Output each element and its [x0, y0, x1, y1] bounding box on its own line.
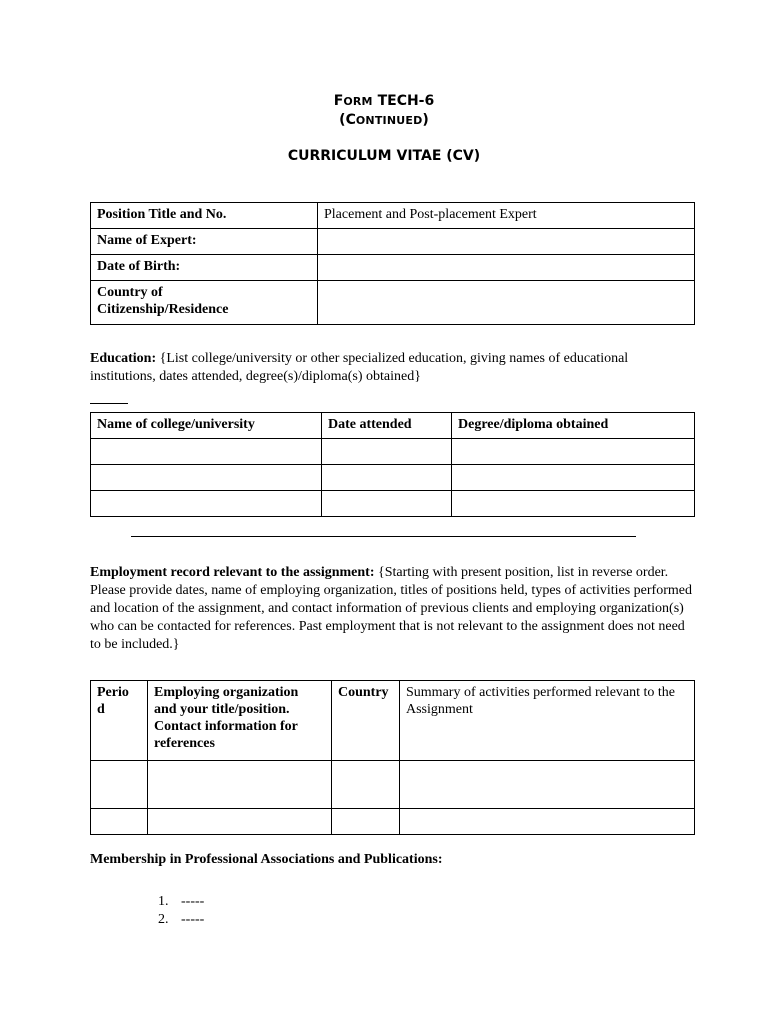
expert-name-label: Name of Expert:	[91, 229, 318, 255]
table-cell	[91, 761, 148, 809]
table-cell	[91, 439, 322, 465]
education-text: {List college/university or other specialized education, giving names of educational institutions, dates attended, degree(s)/diploma(s) obtained}	[90, 351, 629, 384]
employment-instructions	[90, 564, 695, 654]
table-cell	[148, 809, 332, 835]
table-cell	[452, 465, 695, 491]
table-header-row	[91, 681, 695, 761]
country-value	[318, 281, 695, 325]
education-table	[90, 412, 695, 517]
education-instructions	[90, 350, 695, 386]
table-cell	[322, 439, 452, 465]
continued-open: (C	[339, 112, 356, 128]
position-title-label: Position Title and No.	[91, 203, 318, 229]
list-number: 2.	[158, 912, 169, 927]
country-header: Country	[332, 681, 400, 761]
date-of-birth-value	[318, 255, 695, 281]
section-divider	[131, 536, 636, 537]
form-title-rest: ORM	[343, 95, 373, 108]
table-row	[91, 255, 695, 281]
table-cell	[322, 465, 452, 491]
form-code: TECH-6	[377, 93, 435, 109]
list-number: 1.	[158, 894, 169, 909]
period-header: Perio d	[91, 681, 148, 761]
college-header: Name of college/university	[91, 413, 322, 439]
table-row	[91, 761, 695, 809]
table-row	[91, 491, 695, 517]
form-title	[0, 92, 768, 111]
list-text: -----	[181, 912, 205, 927]
country-label-line1: Country of	[97, 285, 163, 300]
education-label: Education:	[90, 351, 157, 366]
table-row	[91, 465, 695, 491]
membership-title: Membership in Professional Associations and Publications:	[90, 852, 443, 867]
table-cell	[452, 491, 695, 517]
table-cell	[452, 439, 695, 465]
table-cell	[322, 491, 452, 517]
continued-rest: ONTINUED	[355, 114, 423, 127]
personal-info-table	[90, 202, 695, 325]
table-cell	[91, 465, 322, 491]
table-cell	[148, 761, 332, 809]
employment-label: Employment record relevant to the assignment:	[90, 565, 375, 580]
list-text: -----	[181, 894, 205, 909]
table-row	[91, 281, 695, 325]
expert-name-value	[318, 229, 695, 255]
employment-text: {Starting with present position, list in reverse order. Please provide dates, name of employing organization, titles of positions held, types of activities performed and location of the assignment, and contact information of previous clients and employing organization(s) who can be contacted for references. Past employment that is not relevant to the assignment does not need to be included.}	[90, 565, 692, 652]
table-cell	[332, 809, 400, 835]
list-item	[158, 893, 204, 911]
table-cell	[400, 809, 695, 835]
country-label	[91, 281, 318, 325]
degree-header: Degree/diploma obtained	[452, 413, 695, 439]
short-divider	[90, 403, 128, 404]
organization-header: Employing organization and your title/position. Contact information for references	[148, 681, 332, 761]
position-title-value: Placement and Post-placement Expert	[318, 203, 695, 229]
table-row	[91, 203, 695, 229]
table-cell	[400, 761, 695, 809]
country-label-line2: Citizenship/Residence	[97, 302, 229, 317]
form-title-initial: F	[333, 93, 344, 109]
table-row	[91, 439, 695, 465]
date-of-birth-label: Date of Birth:	[91, 255, 318, 281]
table-row	[91, 809, 695, 835]
table-cell	[332, 761, 400, 809]
date-attended-header: Date attended	[322, 413, 452, 439]
summary-header: Summary of activities performed relevant to the Assignment	[400, 681, 695, 761]
table-cell	[91, 809, 148, 835]
table-row	[91, 229, 695, 255]
continued-close: )	[422, 112, 429, 128]
employment-table	[90, 680, 695, 835]
table-cell	[91, 491, 322, 517]
form-continued	[0, 111, 768, 130]
list-item	[158, 911, 204, 929]
cv-title: CURRICULUM VITAE (CV)	[287, 148, 481, 164]
table-header-row	[91, 413, 695, 439]
